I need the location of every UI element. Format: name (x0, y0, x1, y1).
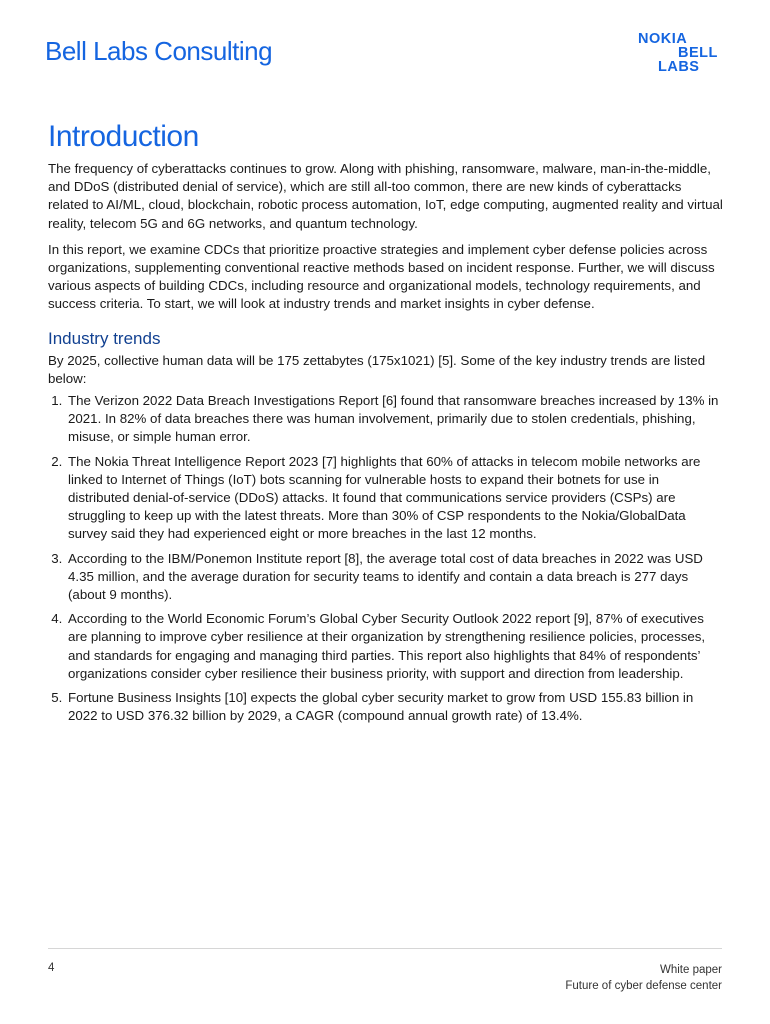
footer-doc-type: White paper (659, 964, 722, 976)
list-item: 3. According to the IBM/Ponemon Institute report [8], the average total cost of data breaches in 2022 was USD 4.35 million, and the average duration for security teams to identify and contain a data breach is 277 days (about 9 months). (66, 550, 724, 605)
trends-list (48, 392, 724, 725)
list-item: 1. The Verizon 2022 Data Breach Investigations Report [6] found that ransomware breaches increased by 13% in 2021. In 82% of data breaches there was human involvement, primarily due to stolen credentials, phishing, misuse, or simple human error. (66, 392, 724, 447)
page-number: 4 (48, 962, 55, 974)
footer-doc-title: Future of cyber defense center (565, 980, 722, 992)
logo-line-nokia: NOKIA (638, 31, 688, 47)
main-content (48, 118, 724, 731)
intro-paragraph-2: In this report, we examine CDCs that prioritize proactive strategies and implement cyber defense policies across organizations, supplementing conventional reactive methods based on incident response. Further, we will discuss various aspects of building CDCs, including resource and organizational models, technology requirements, and success criteria. To start, we will look at industry trends and market insights in cyber defense. (48, 241, 715, 312)
footer-document-info (565, 962, 722, 994)
logo-line-labs: LABS (658, 59, 700, 75)
intro-paragraph-1: The frequency of cyberattacks continues to grow. Along with phishing, ransomware, malware, man-in-the-middle, and DDoS (distributed denial of service), which are still all-too common, there are new kinds of cyberattacks related to AI/ML, cloud, blockchain, robotic process automation, IoT, edge computing, augmented reality and virtual reality, telecom 5G and 6G networks, and quantum technology. (48, 161, 723, 231)
list-item: 4. According to the World Economic Forum’s Global Cyber Security Outlook 2022 report [9], 87% of executives are planning to improve cyber resilience at their organization by strengthening resilience policies, processes, and standards for engaging and managing third parties. This report also highlights that 84% of respondents’ organizations consider cyber resilience their business priority, with support and direction from leadership. (66, 610, 724, 683)
section-heading-industry-trends: Industry trends (48, 328, 161, 348)
brand-title: Bell Labs Consulting (45, 36, 273, 66)
footer-divider (48, 948, 722, 949)
page-title: Introduction (48, 120, 199, 153)
list-item: 2. The Nokia Threat Intelligence Report 2023 [7] highlights that 60% of attacks in telecom mobile networks are linked to Internet of Things (IoT) bots scanning for vulnerable hosts to expand their botnets for use in distributed denial-of-service (DDoS) attacks. It found that communications service providers (CSPs) are struggling to keep up with the latest threats. More than 30% of CSP respondents to the Nokia/GlobalData survey said they had experienced eight or more breaches in the last 12 months. (66, 453, 724, 544)
trends-lead-paragraph: By 2025, collective human data will be 175 zettabytes (175x1021) [5]. Some of the key industry trends are listed below: (48, 352, 706, 386)
list-item: 5. Fortune Business Insights [10] expects the global cyber security market to grow from USD 155.83 billion in 2022 to USD 376.32 billion by 2029, a CAGR (compound annual growth rate) of 13.4%. (66, 689, 724, 725)
logo-line-bell: BELL (678, 45, 718, 61)
nokia-bell-labs-logo (636, 32, 722, 74)
